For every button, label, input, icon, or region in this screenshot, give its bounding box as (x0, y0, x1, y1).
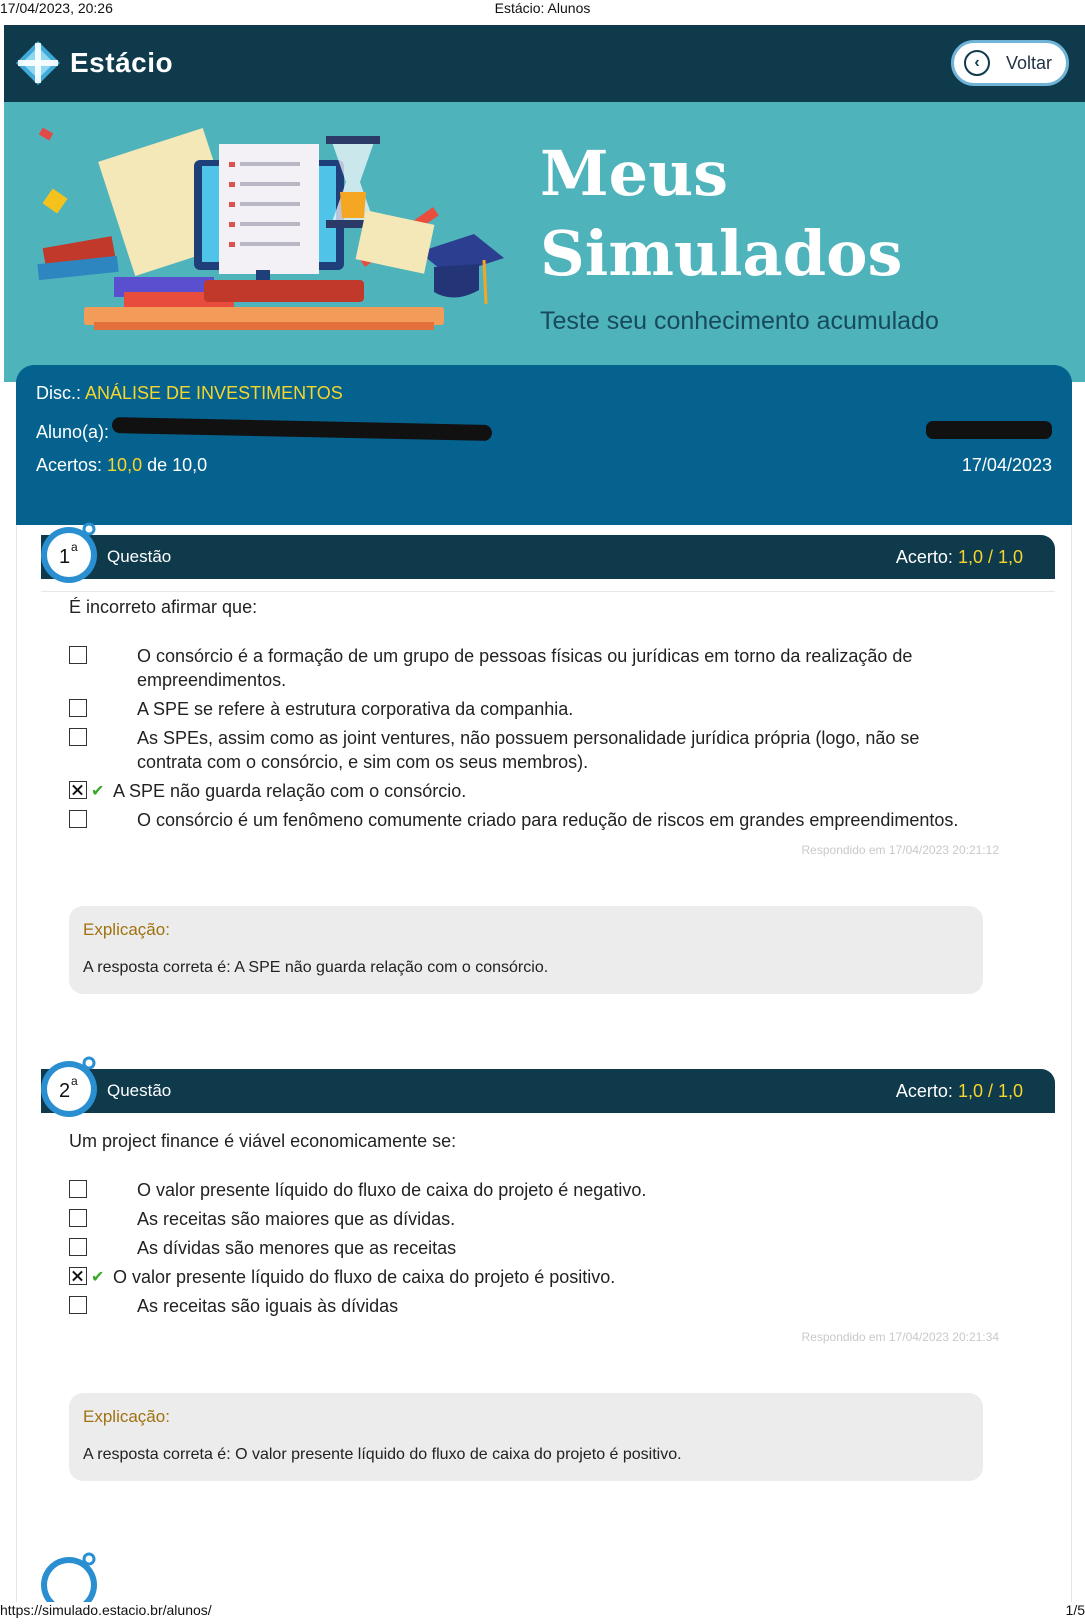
option-2-d[interactable] (69, 1265, 989, 1290)
back-button-label: Voltar (1006, 52, 1053, 73)
option-2-c[interactable] (69, 1236, 989, 1260)
divider (41, 591, 1055, 592)
score-row (36, 455, 207, 476)
question-score-total-2: / 1,0 (982, 1081, 1023, 1101)
brand-name: Estácio (70, 47, 174, 78)
brand-logo[interactable] (14, 39, 173, 87)
hero-title (540, 134, 902, 294)
question-number-badge-3-partial (37, 1551, 101, 1602)
checkbox-checked[interactable] (69, 1267, 87, 1285)
question-score-value-1: 1,0 (957, 547, 983, 567)
discipline-value: ANÁLISE DE INVESTIMENTOS (85, 383, 343, 403)
print-page-title: Estácio: Alunos (494, 0, 591, 16)
answered-timestamp-2: Respondido em 17/04/2023 20:21:34 (801, 1330, 999, 1344)
question-score-label-1: Acerto: (895, 547, 953, 567)
checkbox[interactable] (69, 699, 87, 717)
question-score-1 (896, 547, 1023, 568)
option-2-e[interactable] (69, 1294, 989, 1318)
discipline-row (36, 383, 343, 404)
explanation-title-1: Explicação: (83, 920, 170, 939)
score-total: de 10,0 (147, 455, 208, 475)
option-1-d[interactable] (69, 779, 989, 804)
print-footer (0, 1602, 1085, 1624)
redacted-student-id (926, 421, 1052, 439)
page (4, 25, 1085, 1602)
hero-title-line1: Meus (540, 137, 729, 210)
question-number-badge-1 (37, 521, 101, 585)
option-text: O consórcio é a formação de um grupo de pessoas físicas ou jurídicas em torno da realização de empreendimentos. (137, 646, 913, 690)
option-1-a[interactable] (69, 644, 989, 692)
checkbox[interactable] (69, 1209, 87, 1227)
print-header (0, 0, 1085, 22)
question-header-1 (41, 535, 1055, 579)
checkbox-checked[interactable] (69, 781, 87, 799)
question-score-2 (896, 1081, 1023, 1102)
option-text: As receitas são iguais às dívidas (137, 1296, 399, 1316)
checkbox[interactable] (69, 1296, 87, 1314)
option-text: O valor presente líquido do fluxo de caixa do projeto é negativo. (137, 1180, 647, 1200)
checkbox[interactable] (69, 1180, 87, 1198)
score-value: 10,0 (107, 455, 143, 475)
redacted-student-name (112, 417, 492, 441)
question-score-label-2: Acerto: (895, 1081, 953, 1101)
option-text: O consórcio é um fenômeno comumente criado para redução de riscos em grandes empreendimentos. (137, 810, 959, 830)
discipline-label: Disc.: (36, 383, 81, 403)
option-text: As receitas são maiores que as dívidas. (137, 1209, 456, 1229)
question-prompt-1: É incorreto afirmar que: (69, 597, 258, 617)
option-text: A SPE não guarda relação com o consórcio. (113, 781, 467, 801)
question-number-1: 1 (59, 546, 71, 568)
print-page-number: 1/5 (1065, 1602, 1085, 1618)
print-datetime: 17/04/2023, 20:26 (0, 0, 113, 16)
option-text: As dívidas são menores que as receitas (137, 1238, 457, 1258)
option-text: O valor presente líquido do fluxo de caixa do projeto é positivo. (113, 1267, 616, 1287)
question-label-2: Questão (107, 1081, 172, 1100)
question-number-sup-1: a (71, 540, 78, 554)
student-label: Aluno(a): (36, 422, 110, 442)
checkmark-icon: ✔ (91, 1269, 105, 1286)
exam-date: 17/04/2023 (961, 455, 1052, 475)
option-2-b[interactable] (69, 1207, 989, 1231)
question-number-2: 2 (59, 1080, 71, 1102)
hero-banner (4, 102, 1085, 382)
hero-illustration (24, 122, 514, 352)
question-score-value-2: 1,0 (957, 1081, 983, 1101)
hero-title-line2: Simulados (540, 217, 903, 290)
student-row (36, 422, 109, 443)
checkbox[interactable] (69, 646, 87, 664)
option-2-a[interactable] (69, 1178, 989, 1202)
top-nav (4, 25, 1085, 102)
option-text: A SPE se refere à estrutura corporativa da companhia. (137, 699, 574, 719)
question-label-1: Questão (107, 547, 172, 566)
explanation-box-1 (69, 906, 983, 994)
explanation-text-1: A resposta correta é: A SPE não guarda relação com o consórcio. (83, 959, 549, 976)
option-1-c[interactable] (69, 726, 989, 774)
explanation-text-2: A resposta correta é: O valor presente líquido do fluxo de caixa do projeto é positivo. (83, 1446, 682, 1463)
option-text: As SPEs, assim como as joint ventures, não possuem personalidade jurídica própria (logo, não se contrata com o consórcio, e sim com os seus membros). (137, 728, 920, 772)
checkbox[interactable] (69, 1238, 87, 1256)
option-1-b[interactable] (69, 697, 989, 721)
question-prompt-2: Um project finance é viável economicamente se: (69, 1131, 457, 1151)
estacio-logo-icon (14, 39, 62, 87)
question-score-total-1: / 1,0 (982, 547, 1023, 567)
answered-timestamp-1: Respondido em 17/04/2023 20:21:12 (801, 843, 999, 857)
checkbox[interactable] (69, 728, 87, 746)
hero-subtitle: Teste seu conhecimento acumulado (540, 307, 939, 335)
exam-info-panel (16, 365, 1072, 525)
score-label: Acertos: (36, 455, 103, 475)
question-number-badge-2 (37, 1055, 101, 1119)
chevron-left-icon: ‹ (964, 50, 990, 76)
explanation-title-2: Explicação: (83, 1407, 170, 1426)
print-url: https://simulado.estacio.br/alunos/ (0, 1602, 212, 1618)
question-header-2 (41, 1069, 1055, 1113)
option-1-e[interactable] (69, 808, 989, 832)
checkmark-icon: ✔ (91, 783, 105, 800)
checkbox[interactable] (69, 810, 87, 828)
explanation-box-2 (69, 1393, 983, 1481)
back-button[interactable] (951, 40, 1069, 86)
question-number-sup-2: a (71, 1074, 78, 1088)
questions-area (16, 525, 1072, 1602)
